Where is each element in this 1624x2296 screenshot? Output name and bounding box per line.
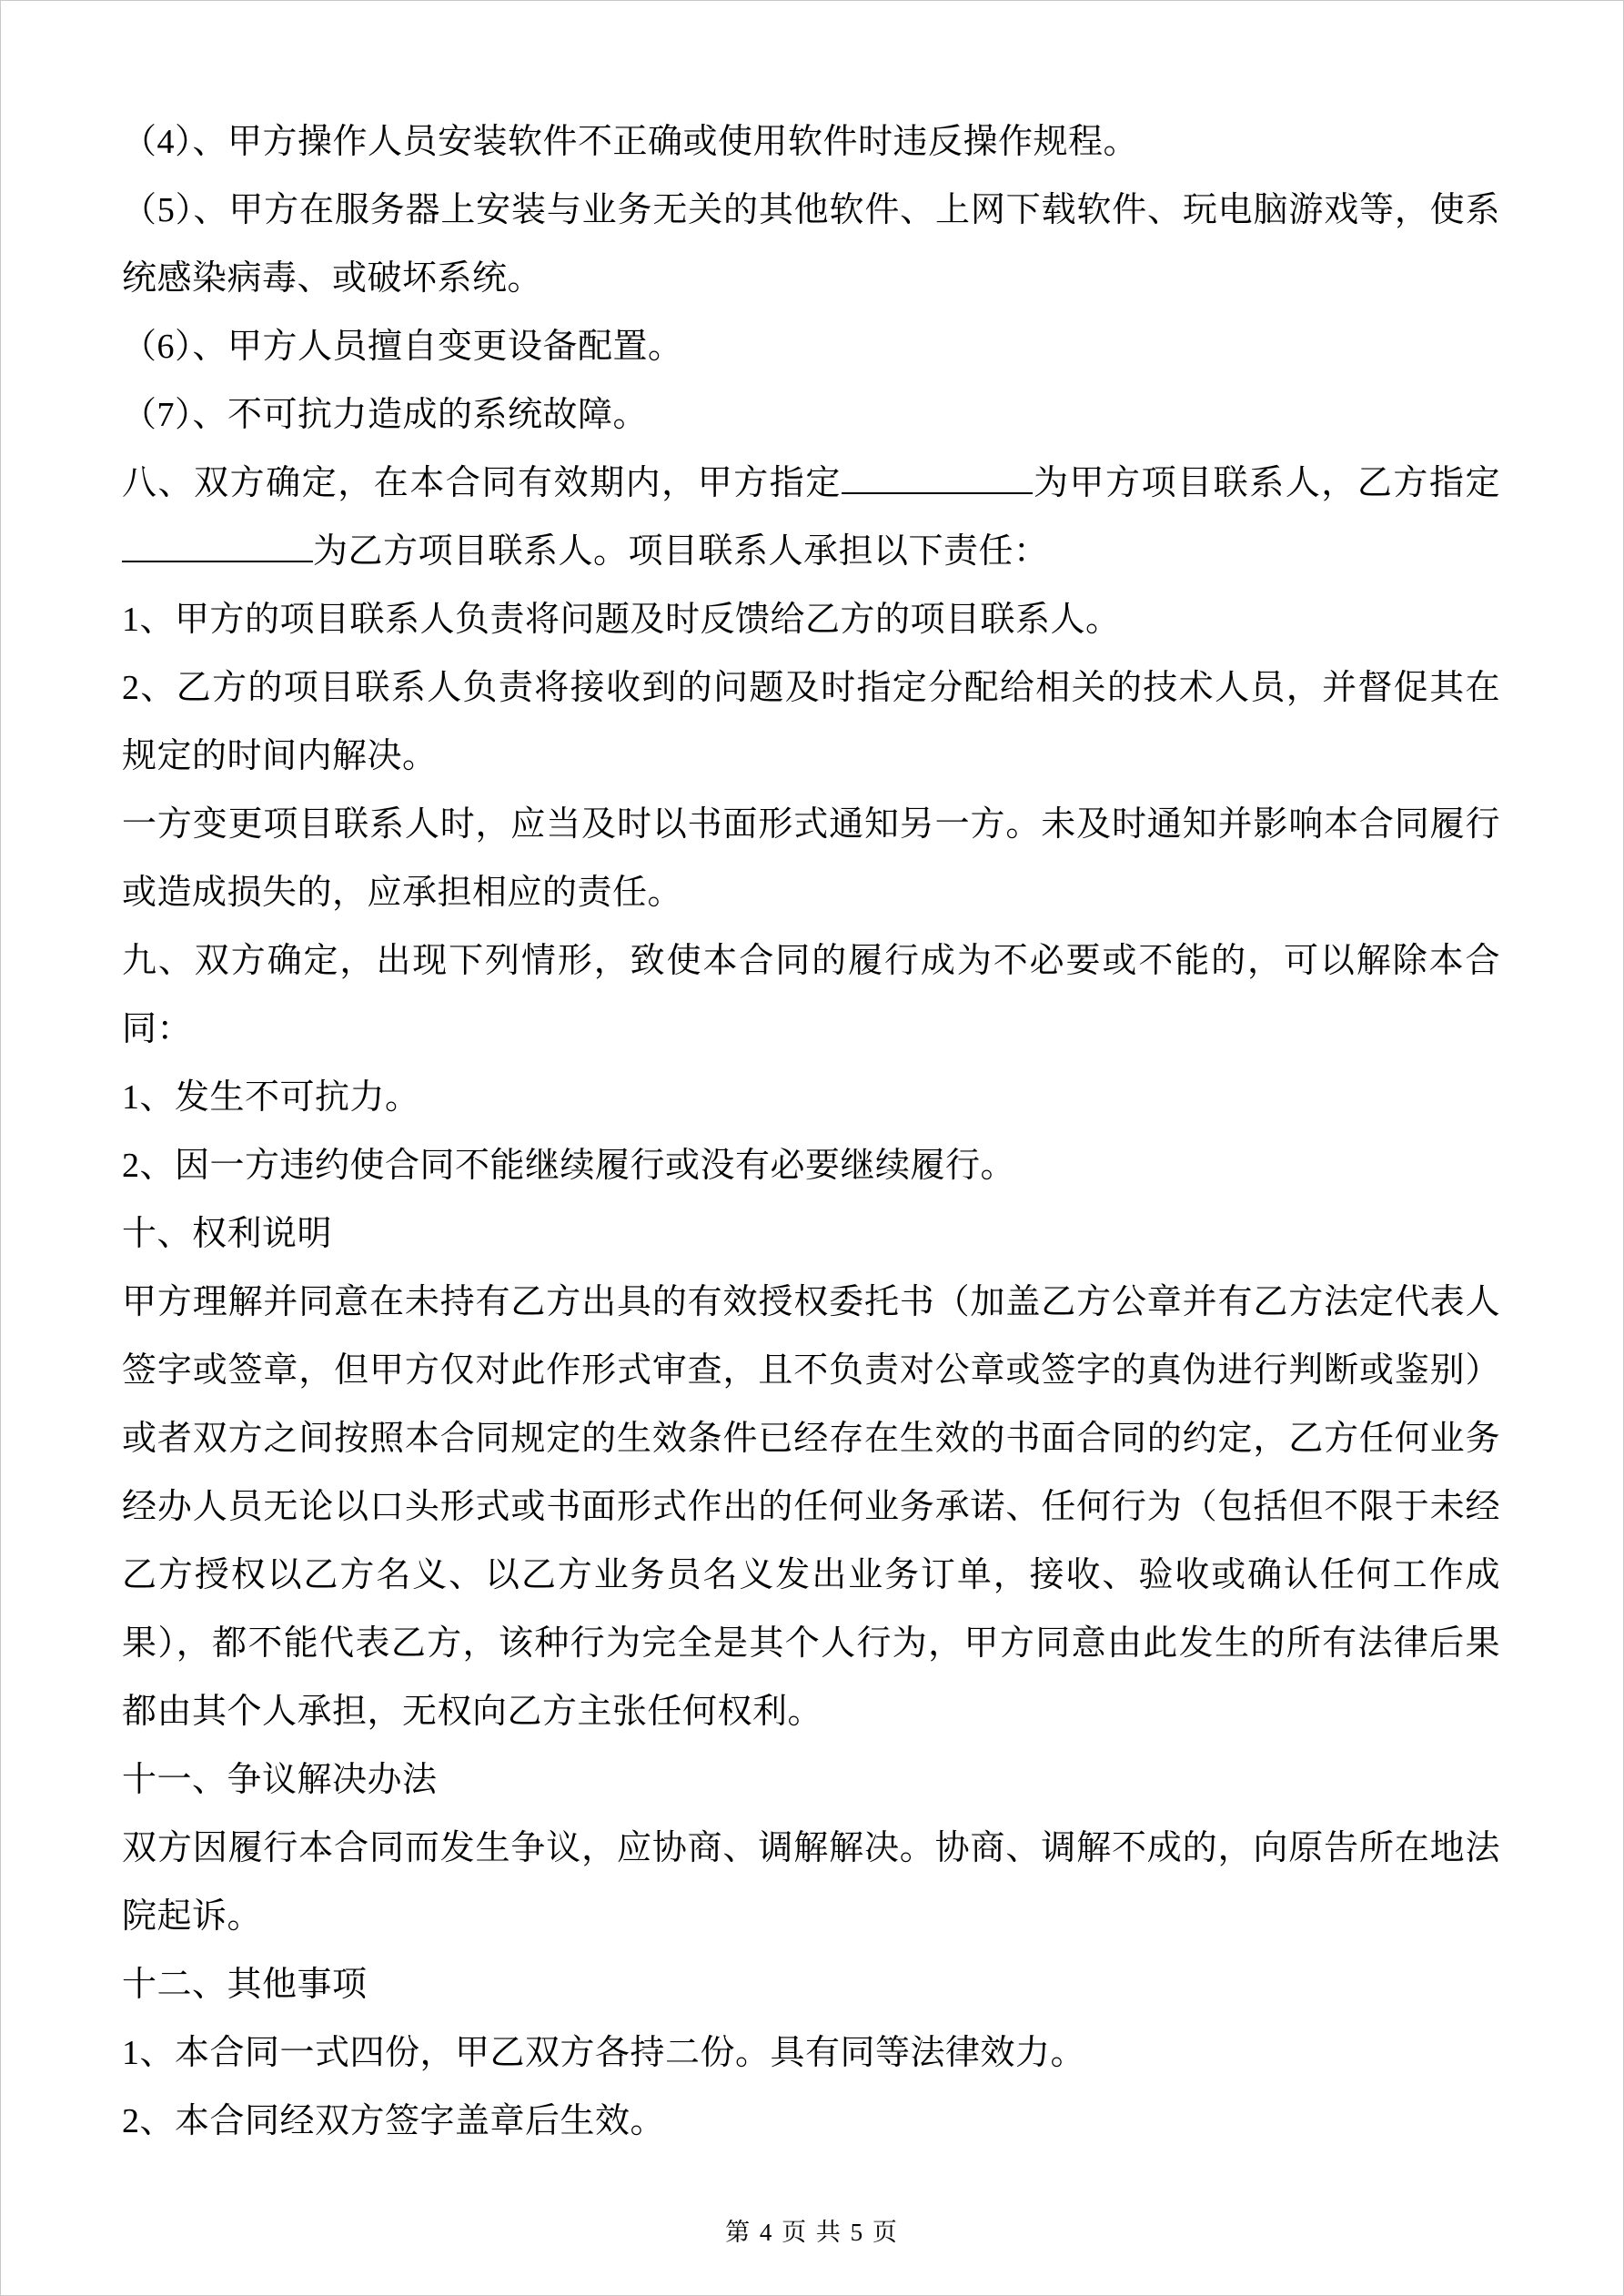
text-run: （7）、不可抗力造成的系统故障。 — [122, 396, 649, 434]
text-run: 八、双方确定，在本合同有效期内，甲方指定 — [122, 464, 842, 502]
text-run: （6）、甲方人员擅自变更设备配置。 — [122, 328, 683, 366]
paragraph — [122, 2088, 1500, 2156]
paragraph — [122, 108, 1500, 177]
text-run: 为甲方项目联系人，乙方指定 — [1032, 464, 1500, 502]
paragraph — [122, 1815, 1500, 1951]
paragraph — [122, 1746, 1500, 1815]
paragraph — [122, 313, 1500, 381]
paragraph — [122, 1269, 1500, 1746]
paragraph — [122, 586, 1500, 654]
paragraph — [122, 2019, 1500, 2088]
text-run: 十一、争议解决办法 — [122, 1761, 438, 1799]
paragraph — [122, 791, 1500, 927]
text-run: 十、权利说明 — [122, 1215, 333, 1253]
paragraph — [122, 177, 1500, 313]
paragraph — [122, 1064, 1500, 1132]
paragraph — [122, 450, 1500, 586]
fill-in-blank[interactable] — [122, 561, 313, 562]
paragraph — [122, 1200, 1500, 1269]
paragraph — [122, 381, 1500, 450]
text-run: 2、本合同经双方签字盖章后生效。 — [122, 2102, 666, 2140]
paragraph — [122, 1132, 1500, 1200]
text-run: 为乙方项目联系人。项目联系人承担以下责任： — [313, 532, 1049, 571]
text-run: （4）、甲方操作人员安装软件不正确或使用软件时违反操作规程。 — [122, 123, 1139, 161]
text-run: 九、双方确定，出现下列情形，致使本合同的履行成为不必要或不能的，可以解除本合同： — [122, 942, 1500, 1048]
text-run: 1、甲方的项目联系人负责将问题及时反馈给乙方的项目联系人。 — [122, 601, 1121, 639]
document-body — [122, 108, 1500, 2156]
paragraph — [122, 927, 1500, 1064]
text-run: 一方变更项目联系人时，应当及时以书面形式通知另一方。未及时通知并影响本合同履行或造成损失的，应承担相应的责任。 — [122, 805, 1500, 912]
text-run: 1、发生不可抗力。 — [122, 1078, 420, 1117]
paragraph — [122, 654, 1500, 791]
fill-in-blank[interactable] — [842, 492, 1033, 494]
text-run: 双方因履行本合同而发生争议，应协商、调解解决。协商、调解不成的，向原告所在地法院起诉。 — [122, 1829, 1500, 1936]
text-run: 2、因一方违约使合同不能继续履行或没有必要继续履行。 — [122, 1147, 1016, 1185]
text-run: 十二、其他事项 — [122, 1966, 368, 2004]
text-run: （5）、甲方在服务器上安装与业务无关的其他软件、上网下载软件、玩电脑游戏等，使系统感染病毒、或破坏系统。 — [122, 191, 1500, 298]
text-run: 2、乙方的项目联系人负责将接收到的问题及时指定分配给相关的技术人员，并督促其在规定的时间内解决。 — [122, 669, 1500, 775]
text-run: 甲方理解并同意在未持有乙方出具的有效授权委托书（加盖乙方公章并有乙方法定代表人签字或签章，但甲方仅对此作形式审查，且不负责对公章或签字的真伪进行判断或鉴别）或者双方之间按照本合同规定的生效条件已经存在生效的书面合同的约定，乙方任何业务经办人员无论以口头形式或书面形式作出的任何业务承诺、任何行为（包括但不限于未经乙方授权以乙方名义、以乙方业务员名义发出业务订单，接收、验收或确认任何工作成果），都不能代表乙方，该种行为完全是其个人行为，甲方同意由此发生的所有法律后果都由其个人承担，无权向乙方主张任何权利。 — [122, 1283, 1500, 1731]
text-run: 1、本合同一式四份，甲乙双方各持二份。具有同等法律效力。 — [122, 2034, 1086, 2072]
paragraph — [122, 1951, 1500, 2019]
page-footer: 第 4 页 共 5 页 — [725, 2219, 899, 2246]
